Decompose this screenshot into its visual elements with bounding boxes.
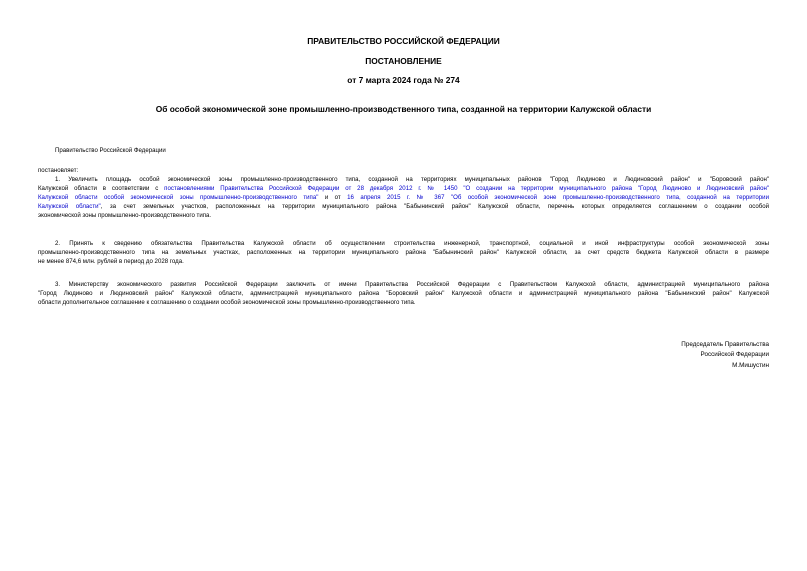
intro-text: Правительство Российской Федерации [55, 147, 166, 154]
resolves-text: постановляет: [38, 167, 79, 174]
paragraph-1-line-4 [38, 203, 769, 211]
paragraph-3-text: "Город Людиново и Людиновский район" Калужской области, администрацией муниципального района "Боровский район" Калужской области и администрацией муниципального района "Бабынинский район" Калужской [38, 290, 769, 297]
paragraph-1-text: , за счет земельных участков, расположенных на территории муниципального района "Бабынинский район" Калужской области, перечень которых определяется соглашением о создании особой [100, 203, 769, 210]
paragraph-1-text: 1. Увеличить площадь особой экономической зоны промышленно-производственного типа, созданной на территориях муниципальных районов "Город Людиново и Людиновский район" и "Боровский район" [55, 176, 769, 183]
paragraph-2-text: не менее 874,6 млн. рублей в период до 2028 года. [38, 258, 184, 265]
paragraph-3-line-2 [38, 290, 769, 298]
paragraph-1-line-3 [38, 194, 769, 202]
paragraph-2-line-3 [38, 258, 769, 266]
paragraph-1-text: и от [318, 194, 348, 201]
paragraph-1-text: Калужской области в соответствии с [38, 185, 165, 192]
paragraph-3-line-1 [38, 281, 769, 289]
paragraph-3-line-3 [38, 299, 769, 307]
paragraph-2-text: промышленно-производственного типа на земельных участках, расположенных на территории муниципального района "Бабынинский район" Калужской области, за счет средств бюджета Калужской области в размере [38, 249, 769, 256]
paragraph-1-text: экономической зоны промышленно-производственного типа. [38, 212, 212, 219]
paragraph-1-line-5 [38, 212, 769, 220]
government-heading: ПРАВИТЕЛЬСТВО РОССИЙСКОЙ ФЕДЕРАЦИИ [307, 36, 500, 46]
document-type-heading: ПОСТАНОВЛЕНИЕ [365, 56, 442, 66]
paragraph-1-line-2 [38, 185, 769, 193]
resolution-1450-link[interactable]: Калужской области особой экономической зоны промышленно-производственного типа" [38, 194, 319, 201]
resolution-367-link[interactable]: Калужской области" [38, 203, 101, 210]
signature-name: М.Мишустин [732, 362, 769, 369]
paragraph-3-text: 3. Министерству экономического развития Российской Федерации заключить от имени Правительства Российской Федерации с Правительством Калужской области, администрацией муниципального района [55, 281, 769, 288]
signature-position-1: Председатель Правительства [681, 341, 769, 348]
paragraph-1-line-1 [38, 176, 769, 184]
paragraph-3-text: области дополнительное соглашение к соглашению о создании особой экономической зоны промышленно-производственного типа. [38, 299, 416, 306]
paragraph-2-line-1 [38, 240, 769, 248]
document-title: Об особой экономической зоне промышленно-производственного типа, созданной на территории Калужской области [155, 104, 652, 114]
signature-position-2: Российской Федерации [700, 351, 769, 358]
paragraph-2-line-2 [38, 249, 769, 257]
paragraph-2-text: 2. Принять к сведению обязательства Правительства Калужской области об осуществлении строительства инженерной, транспортной, социальной и иной инфраструктуры особой экономической зоны [55, 240, 769, 247]
date-number: от 7 марта 2024 года № 274 [347, 75, 460, 85]
resolution-367-link[interactable]: 16 апреля 2015 г. № 367 "Об особой экономической зоне промышленно-производственного типа, созданной на территории [347, 194, 769, 201]
resolution-1450-link[interactable]: постановлениями Правительства Российской Федерации от 28 декабря 2012 г. № 1450 "О создании на территории муниципального района "Город Людиново и Людиновский район" [164, 185, 769, 192]
